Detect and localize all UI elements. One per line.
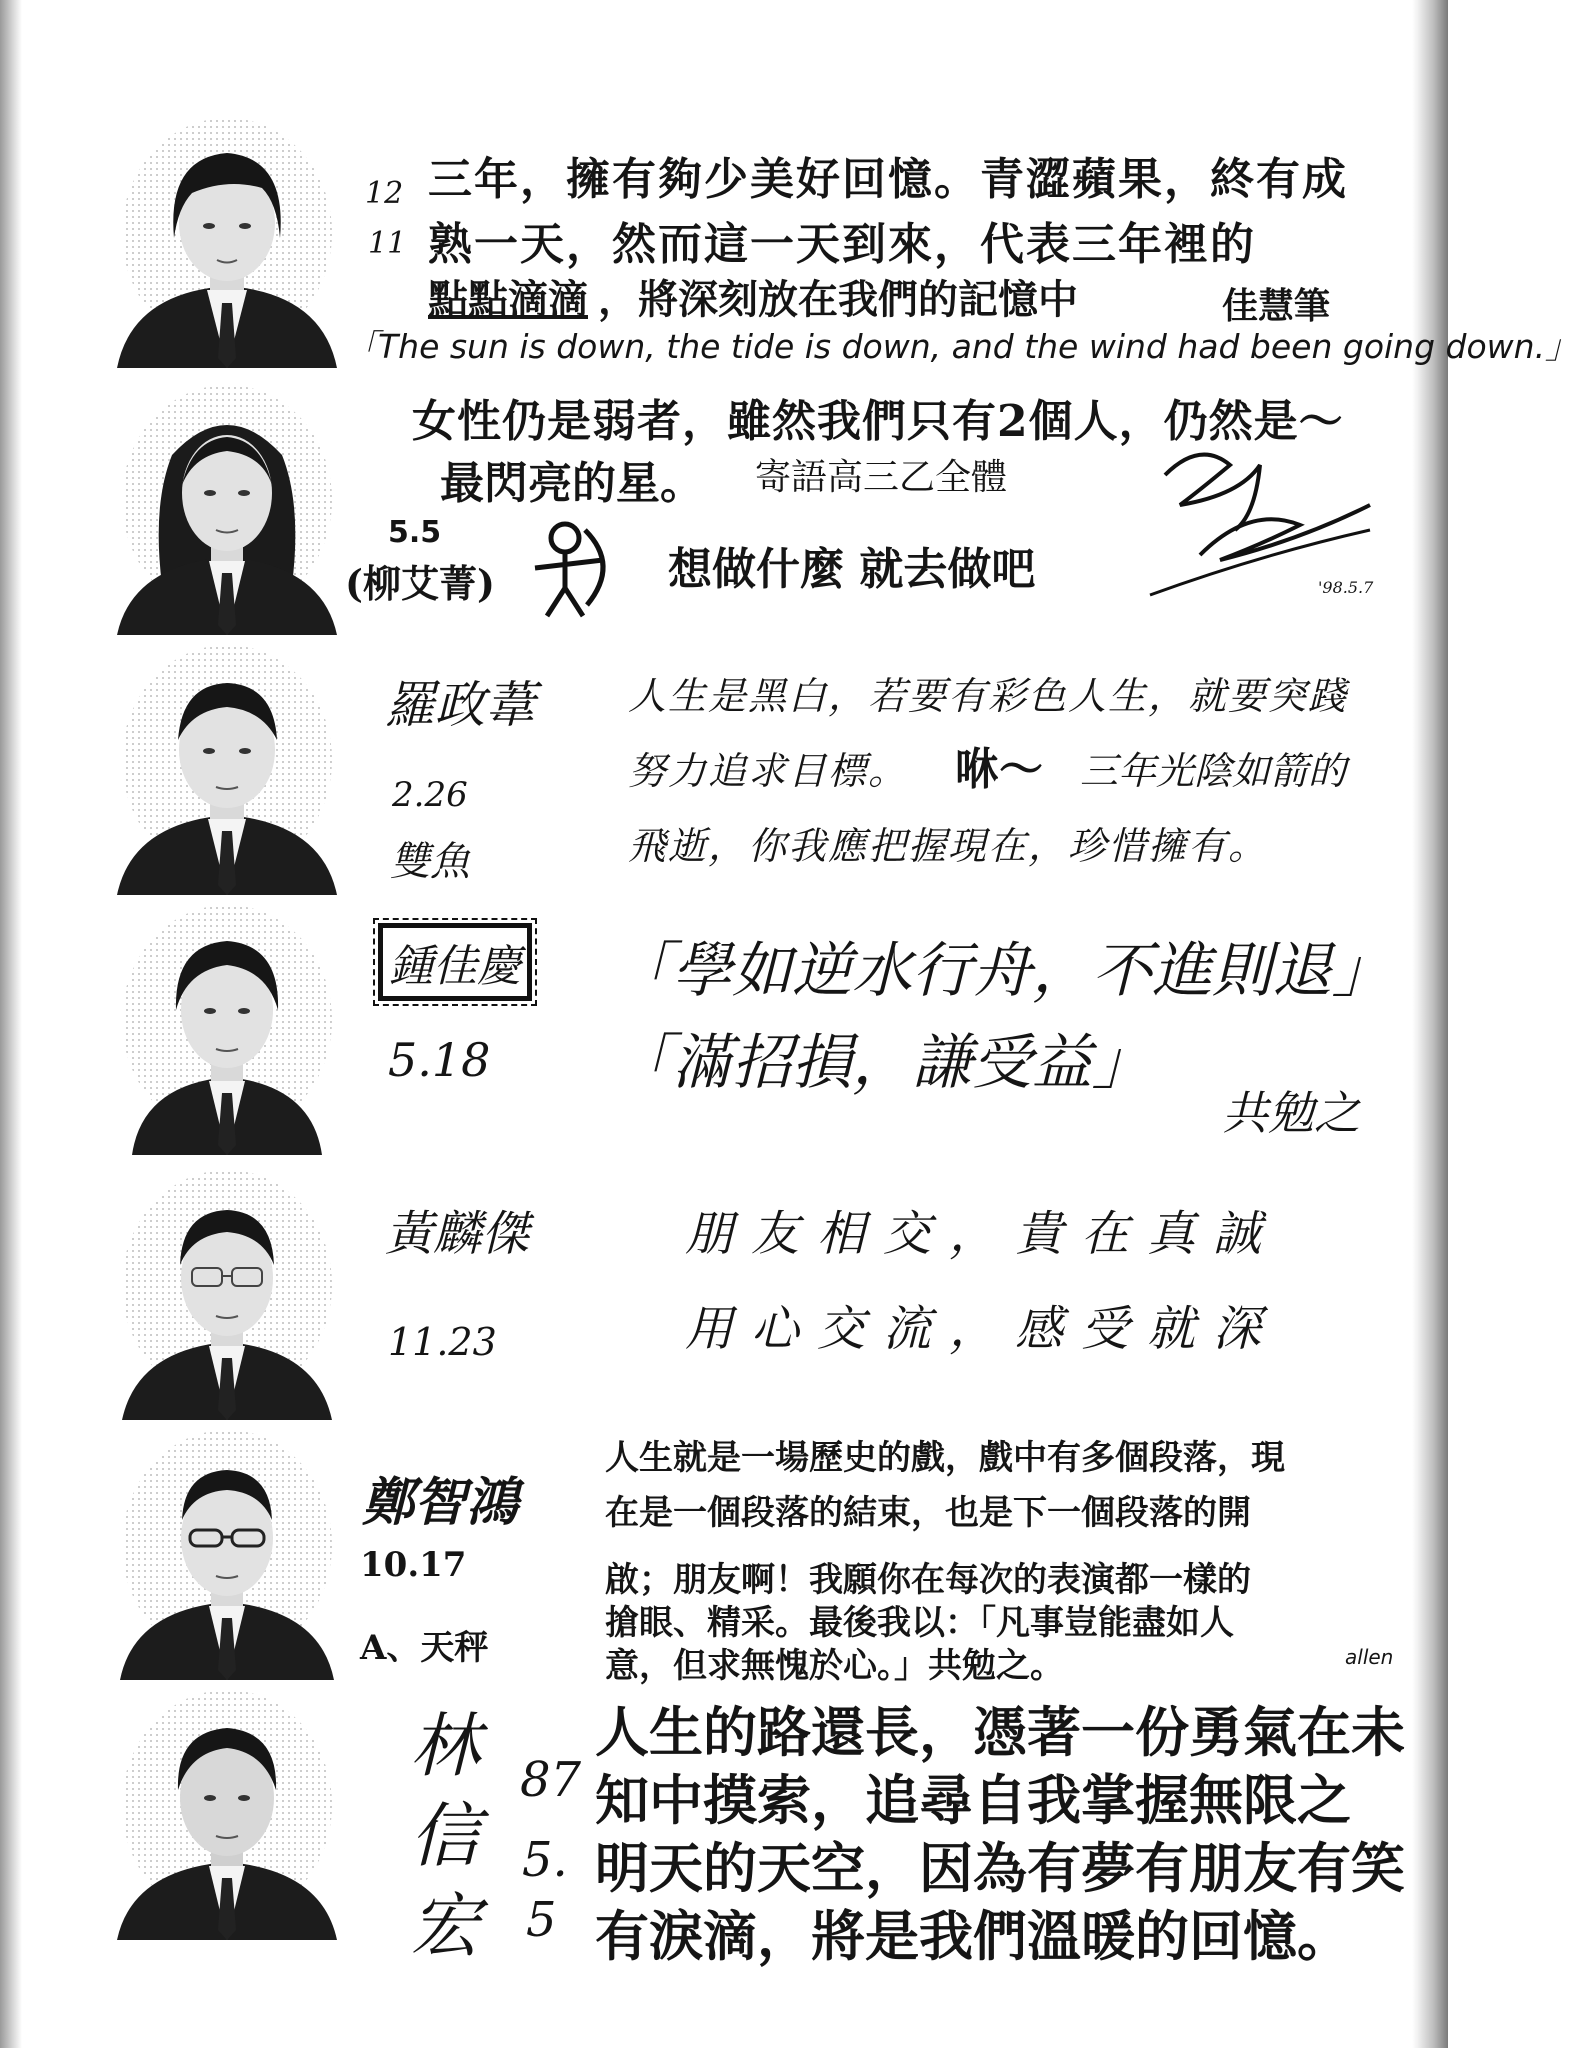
zodiac-sign: 雙魚 <box>390 839 470 885</box>
yearbook-entry-4 <box>0 905 1448 1155</box>
name: 黃麟傑 <box>385 1206 530 1262</box>
message-line-2: 在是一個段落的結束，也是下一個段落的開 <box>605 1493 1251 1533</box>
message-line-2: 知中摸索，追尋自我掌握無限之 <box>595 1768 1351 1832</box>
message-underlined: 點點滴滴 <box>428 276 588 323</box>
yearbook-entry-6 <box>0 1430 1448 1686</box>
portrait-photo <box>112 385 342 635</box>
name: 羅政葦 <box>385 676 535 734</box>
message-line-3: 啟；朋友啊！我願你在每次的表演都一樣的 <box>605 1560 1251 1600</box>
message-line-1: 人生的路還長，憑著一份勇氣在未 <box>595 1700 1405 1764</box>
date: 5.18 <box>388 1033 491 1087</box>
english-quote: 「The sun is down, the tide is down, and the wind had been going down.」 <box>345 327 1578 366</box>
date: 2.26 <box>392 775 468 815</box>
motto: 想做什麼 就去做吧 <box>668 544 1036 595</box>
message-line-2: 熟一天，然而這一天到來，代表三年裡的 <box>428 219 1256 270</box>
yearbook-entry-2 <box>0 385 1448 635</box>
date-day: 5 <box>526 1892 557 1948</box>
signature-date: '98.5.7 <box>1318 578 1374 597</box>
message-line-4: 有淚滴，將是我們溫暖的回憶。 <box>595 1904 1351 1968</box>
date: 11.23 <box>388 1320 497 1364</box>
yearbook-entry-5 <box>0 1170 1448 1420</box>
name-boxed: 鍾佳慶 <box>378 923 532 1001</box>
dedication: 寄語高三乙全體 <box>755 457 1008 498</box>
date: 5.5 <box>388 515 442 550</box>
date-month: 5. <box>522 1832 568 1888</box>
proverb-1: 「學如逆水行舟，不進則退」 <box>612 936 1392 1006</box>
name-char-2: 信 <box>410 1795 480 1877</box>
yearbook-entry-7 <box>0 1690 1448 1968</box>
date-year: 87 <box>520 1752 582 1808</box>
message-line-1: 三年，擁有夠少美好回憶。青澀蘋果，終有成 <box>428 154 1348 205</box>
yearbook-entry-1 <box>0 118 1578 368</box>
author-signature: 佳慧筆 <box>1222 285 1331 327</box>
portrait-photo <box>112 1170 342 1420</box>
message-line-1: 人生是黑白，若要有彩色人生，就要突踐 <box>628 674 1349 718</box>
message-line-2: 最閃亮的星。 <box>440 458 704 509</box>
message-line-3: 明天的天空，因為有夢有朋友有笑 <box>595 1836 1405 1900</box>
message-line-5: 意，但求無愧於心。」共勉之。 <box>605 1646 1064 1686</box>
portrait-photo <box>112 1690 342 1940</box>
interjection: 咻～ <box>955 744 1043 795</box>
portrait-photo <box>112 645 342 895</box>
name-char-1: 林 <box>410 1705 480 1787</box>
stick-figure-archer-icon <box>525 520 615 620</box>
name: 鄭智鴻 <box>362 1472 519 1533</box>
message-line-4: 搶眼、精采。最後我以：「凡事豈能盡如人 <box>605 1603 1234 1643</box>
message-line-1: 人生就是一場歷史的戲，戲中有多個段落，現 <box>605 1438 1285 1478</box>
message-line-1: 朋友相交，貴在真誠 <box>685 1206 1280 1262</box>
yearbook-entry-3 <box>0 645 1448 895</box>
signature-allen: allen <box>1345 1645 1394 1669</box>
message-line-2: 努力追求目標。 <box>628 749 909 793</box>
message-line-2b: 三年光陰如箭的 <box>1080 749 1347 793</box>
portrait-photo <box>112 1430 342 1680</box>
message-line-3: ，將深刻放在我們的記憶中 <box>598 276 1078 323</box>
portrait-photo <box>112 118 342 368</box>
zodiac-sign: A、天秤 <box>360 1628 489 1668</box>
name-char-3: 宏 <box>410 1885 480 1967</box>
proverb-2: 「滿招損，謙受益」 <box>612 1028 1152 1098</box>
message-line-3: 飛逝，你我應把握現在，珍惜擁有。 <box>628 824 1269 868</box>
message-line-2: 用心交流，感受就深 <box>685 1301 1280 1357</box>
name: (柳艾菁) <box>345 561 495 606</box>
portrait-photo <box>112 905 342 1155</box>
message-line-1: 女性仍是弱者，雖然我們只有2個人，仍然是～ <box>412 396 1344 447</box>
closing: 共勉之 <box>1222 1086 1360 1140</box>
date: 10.17 <box>360 1545 467 1585</box>
date-day: 11 <box>368 226 407 261</box>
date-month: 12 <box>365 176 404 211</box>
